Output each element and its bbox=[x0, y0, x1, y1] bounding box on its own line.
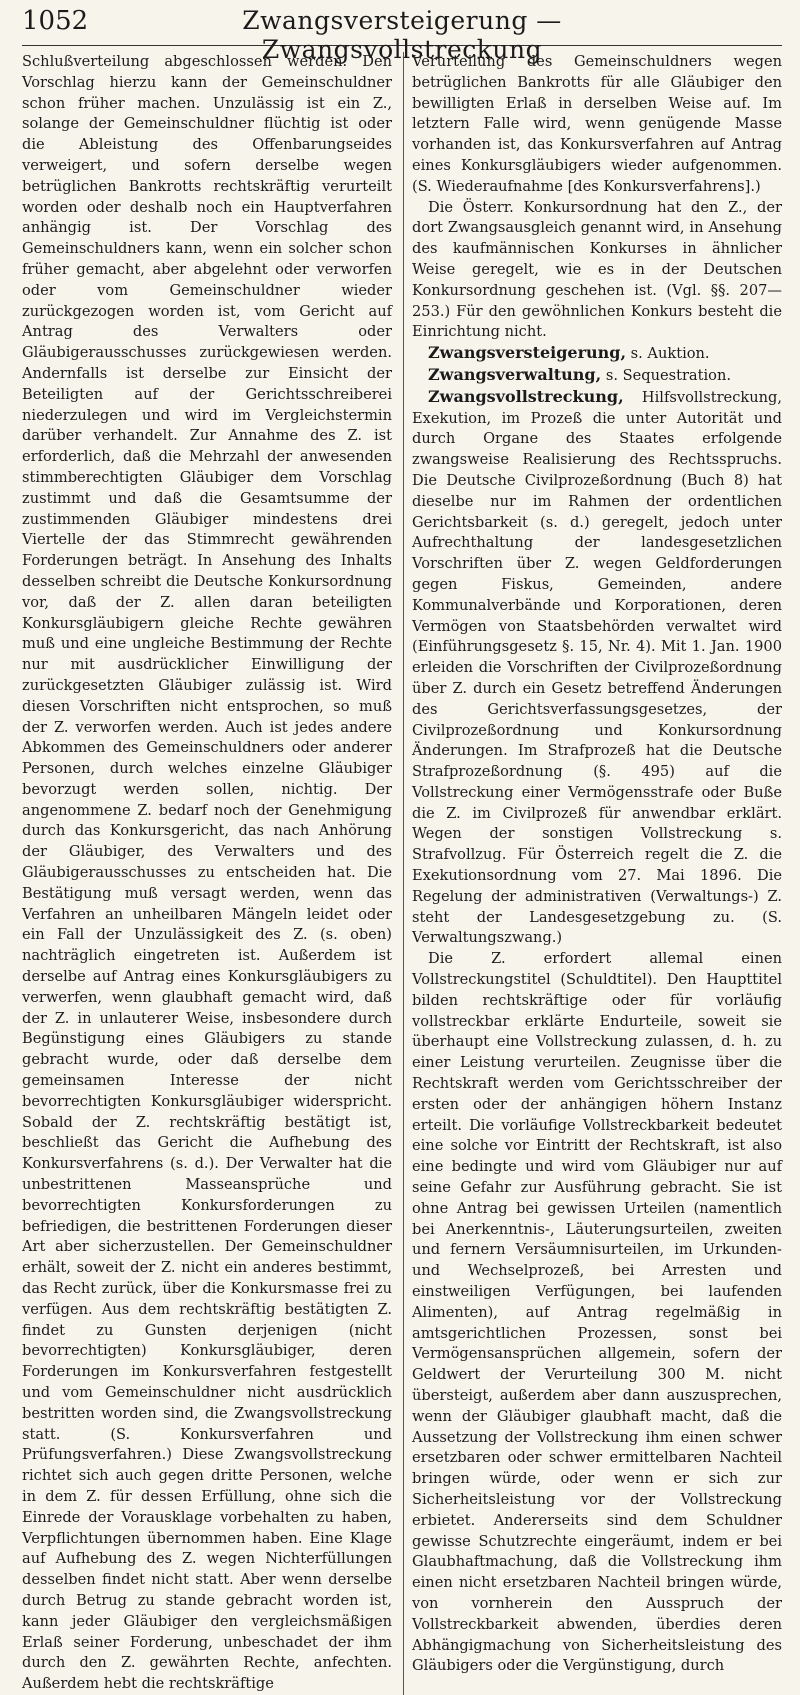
entry-text: s. Auktion. bbox=[626, 345, 710, 363]
right-column bbox=[412, 52, 782, 1695]
text-columns bbox=[22, 52, 782, 1695]
running-head: Zwangsversteigerung — Zwangsvollstreckung bbox=[242, 6, 562, 64]
entry-text: s. Sequestration. bbox=[601, 366, 731, 384]
page-number: 1052 bbox=[22, 6, 89, 36]
entry-headword: Zwangsverwaltung, bbox=[428, 364, 602, 384]
paragraph: Die Österr. Konkursordnung hat den Z., der dort Zwangsausgleich genannt wird, in Ansehung des kaufmännischen Konkurses in ähnlicher Weise geregelt, wie es in der Deutschen Konkursordnung geschehen ist. (Vgl. §§. 207—253.) Für den gewöhnlichen Konkurs besteht die Einrichtung nicht. bbox=[412, 198, 782, 341]
entry-headword: Zwangsvollstreckung, bbox=[428, 386, 624, 406]
paragraph: Verurteilung des Gemeinschuldners wegen betrüglichen Bankrotts für alle Gläubiger den bewilligten Erlaß in derselben Weise auf. Im letztern Falle wird, wenn genügende Masse vorhanden ist, das Konkursverfahren auf Antrag eines Konkursgläubigers wieder aufgenommen. (S. Wiederaufnahme [des Konkursverfahrens].) bbox=[412, 53, 782, 195]
paragraph: Schlußverteilung abgeschlossen werden. Den Vorschlag hierzu kann der Gemeinschuldner schon früher machen. Unzulässig ist ein Z., solange der Gemeinschuldner flüchtig ist oder die Ableistung des Offenbarungseides verweigert, und sofern derselbe wegen betrüglichen Bankrotts rechtskräftig verurteilt worden oder deshalb noch ein Hauptverfahren anhängig ist. Der Vorschlag des Gemeinschuldners kann, wenn ein solcher schon früher gemacht, aber abgelehnt oder verworfen oder vom Gemeinschuldner wieder zurückgezogen worden ist, vom Gericht auf Antrag des Verwalters oder Gläubigerausschusses zurückgewiesen werden. Andernfalls ist derselbe zur Einsicht der Beteiligten auf der Gerichtsschreiberei niederzulegen und wird im Vergleichstermin darüber verhandelt. Zur Annahme des Z. ist erforderlich, daß die Mehrzahl der anwesenden stimmberechtigten Gläubiger dem Vorschlag zustimmt und daß die Gesamtsumme der zustimmenden Gläubiger mindestens drei Viertelle der das Stimmrecht gewährenden Forderungen beträgt. In Ansehung des Inhalts desselben schreibt die Deutsche Konkursordnung vor, daß der Z. allen daran beteiligten Konkursgläubigern gleiche Rechte gewähren muß und eine ungleiche Bestimmung der Rechte nur mit ausdrücklicher Einwilligung der zurückgesetzten Gläubiger zulässig ist. Wird diesen Vorschriften nicht entsprochen, so muß der Z. verworfen werden. Auch ist jedes andere Abkommen des Gemeinschuldners oder anderer Personen, durch welches einzelne Gläubiger bevorzugt werden sollen, nichtig. Der angenommene Z. bedarf noch der Genehmigung durch das Konkursgericht, das nach Anhörung der Gläubiger, des Verwalters und des Gläubigerausschusses zu entscheiden hat. Die Bestätigung muß versagt werden, wenn das Verfahren an unheilbaren Mängeln leidet oder ein Fall der Unzulässigkeit des Z. (s. oben) nachträglich eingetreten ist. Außerdem ist derselbe auf Antrag eines Konkursgläubigers zu verwerfen, wenn glaubhaft gemacht wird, daß der Z. in unlauterer Weise, insbesondere durch Begünstigung eines Gläubigers zu stande gebracht wurde, oder daß derselbe dem gemeinsamen Interesse der nicht bevorrechtigten Konkursgläubiger widerspricht. Sobald der Z. rechtskräftig bestätigt ist, beschließt das Gericht die Aufhebung des Konkursverfahrens (s. d.). Der Verwalter hat die unbestrittenen Masseansprüche und bevorrechtigten Konkursforderungen zu befriedigen, die bestrittenen Forderungen dieser Art aber sicherzustellen. Der Gemeinschuldner erhält, soweit der Z. nicht ein anderes bestimmt, das Recht zurück, über die Konkursmasse frei zu verfügen. Aus dem rechtskräftig bestätigten Z. findet zu Gunsten derjenigen (nicht bevorrechtigten) Konkursgläubiger, deren Forderungen im Konkursverfahren festgestellt und vom Gemeinschuldner nicht ausdrücklich bestritten worden sind, die Zwangsvollstreckung statt. (S. Konkursverfahren und Prüfungsverfahren.) Diese Zwangsvollstreckung richtet sich auch gegen dritte Personen, welche in dem Z. für dessen Erfüllung, ohne sich die Einrede der Vorausklage vorbehalten zu haben, Verpflichtungen übernommen haben. Eine Klage auf Aufhebung des Z. wegen Nichterfüllungen desselben findet nicht statt. Aber wenn derselbe durch Betrug zu stande gebracht worden ist, kann jeder Gläubiger den vergleichsmäßigen Erlaß seiner Forderung, unbeschadet der ihm durch den Z. gewährten Rechte, anfechten. Außerdem hebt die rechtskräftige bbox=[22, 53, 392, 1693]
column-divider bbox=[403, 52, 404, 1695]
entry-zwangsvollstreckung bbox=[412, 387, 782, 950]
page-header bbox=[22, 6, 782, 64]
entry-text: Hilfsvollstreckung, Exekution, im Prozeß die unter Autorität und durch Organe des Staates erfolgende zwangsweise Realisierung des Rechtsspruchs. Die Deutsche Civilprozeßordnung (Buch 8) hat dieselbe nur im Rahmen der ordentlichen Gerichtsbarkeit (s. d.) geregelt, jedoch unter Aufrechthaltung der landesgesetzlichen Vorschriften über Z. wegen Geldforderungen gegen Fiskus, Gemeinden, andere Kommunalverbände und Korporationen, deren Vermögen von Staatsbehörden verwaltet wird (Einführungsgesetz §. 15, Nr. 4). Mit 1. Jan. 1900 erleiden die Vorschriften der Civilprozeßordnung über Z. durch ein Gesetz betreffend Änderungen des Gerichtsverfassungsgesetzes, der Civilprozeßordnung und Konkursordnung Änderungen. Im Strafprozeß hat die Deutsche Strafprozeßordnung (§. 495) auf die Vollstreckung einer Vermögensstrafe oder Buße die Z. im Civilprozeß für anwendbar erklärt. Wegen der sonstigen Vollstreckung s. Strafvollzug. Für Österreich regelt die Z. die Exekutionsordnung vom 27. Mai 1896. Die Regelung der administrativen (Verwaltungs-) Z. steht der Landesgesetzgebung zu. (S. Verwaltungszwang.) bbox=[412, 388, 782, 947]
entry-zwangsversteigerung bbox=[412, 343, 782, 365]
left-column bbox=[22, 52, 392, 1695]
entry-zwangsverwaltung bbox=[412, 365, 782, 387]
paragraph: Die Z. erfordert allemal einen Vollstreckungstitel (Schuldtitel). Den Haupttitel bilden rechtskräftige oder für vorläufig vollstreckbar erklärte Endurteile, soweit sie überhaupt eine Vollstreckung zulassen, d. h. zu einer Leistung verurteilen. Zeugnisse über die Rechtskraft werden vom Gerichtsschreiber der ersten oder der anhängigen höhern Instanz erteilt. Die vorläufige Vollstreckbarkeit bedeutet eine solche vor Eintritt der Rechtskraft, ist also eine bedingte und wird vom Gläubiger nur auf seine Gefahr zur Ausführung gebracht. Sie ist ohne Antrag bei gewissen Urteilen (namentlich bei Anerkenntnis-, Läuterungsurteilen, zweiten und fernern Versäumnisurteilen, im Urkunden- und Wechselprozeß, bei Arresten und einstweiligen Verfügungen, bei laufenden Alimenten), auf Antrag regelmäßig in amtsgerichtlichen Prozessen, sonst bei Vermögensansprüchen allgemein, sofern der Geldwert der Verurteilung 300 M. nicht übersteigt, außerdem aber dann auszusprechen, wenn der Gläubiger glaubhaft macht, daß die Aussetzung der Vollstreckung ihm einen schwer ersetzbaren oder schwer ermittelbaren Nachteil bringen würde, oder wenn er sich zur Sicherheitsleistung vor der Vollstreckung erbietet. Andererseits sind dem Schuldner gewisse Schutzrechte eingeräumt, indem er bei Glaubhaftmachung, daß die Vollstreckung ihm einen nicht ersetzbaren Nachteil bringen würde, von vornherein den Ausspruch der Vollstreckbarkeit abwenden, überdies deren Abhängigmachung von Sicherheitsleistung des Gläubigers oder die Vergünstigung, durch bbox=[412, 950, 782, 1675]
entry-headword: Zwangsversteigerung, bbox=[428, 343, 627, 363]
